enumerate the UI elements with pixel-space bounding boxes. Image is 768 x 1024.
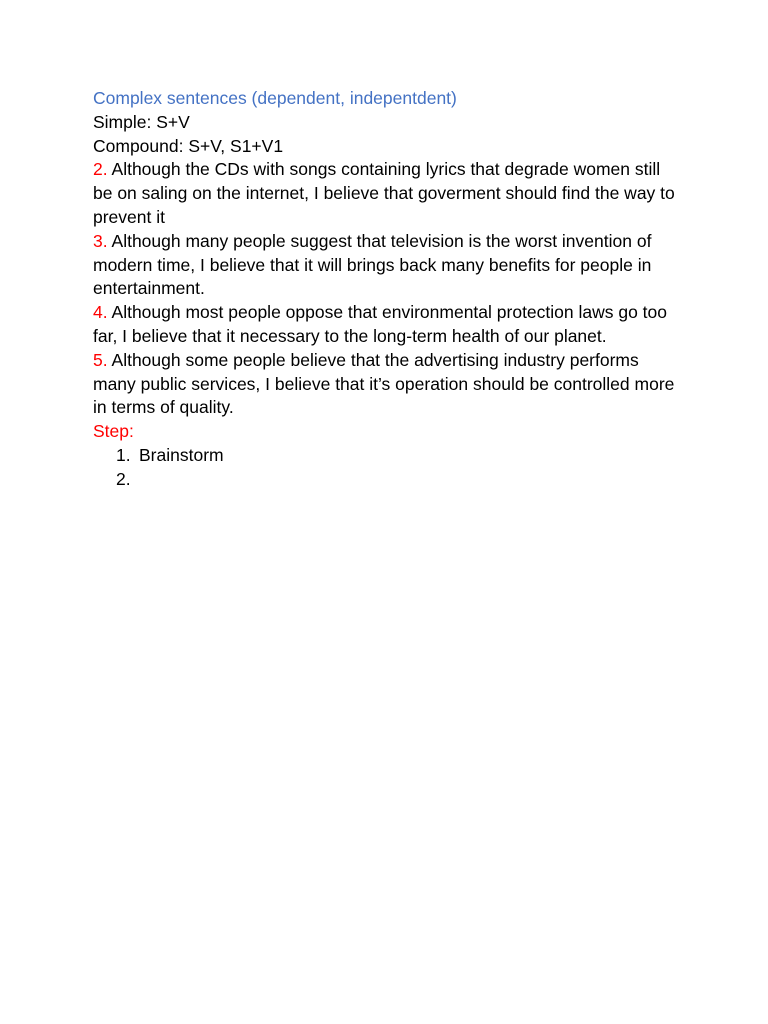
sentence-number: 2. [93, 159, 108, 180]
step-marker: 2. [116, 468, 131, 489]
compound-line: Compound: S+V, S1+V1 [93, 135, 284, 156]
step-item [93, 468, 683, 492]
sentence-text: Although many people suggest that television is the worst invention of modern time, I believe that it will brings back many benefits for people in entertainment. [93, 230, 652, 299]
sentence-item [93, 230, 683, 301]
document-heading: Complex sentences (dependent, indepentdent) [93, 88, 457, 108]
sentence-item [93, 158, 683, 229]
step-label: Step: [93, 421, 134, 442]
sentence-number: 5. [93, 349, 108, 370]
sentence-item [93, 349, 683, 420]
sentence-number: 4. [93, 302, 108, 323]
sentence-text: Although most people oppose that environmental protection laws go too far, I believe that it necessary to the long-term health of our planet. [93, 302, 668, 346]
step-marker: 1. [116, 444, 131, 465]
sentence-text: Although some people believe that the advertising industry performs many public services, I believe that it’s operation should be controlled more in terms of quality. [93, 349, 675, 418]
sentence-text: Although the CDs with songs containing lyrics that degrade women still be on saling on the internet, I believe that goverment should find the way to prevent it [93, 159, 675, 227]
sentence-item [93, 301, 683, 349]
sentence-number: 3. [93, 230, 108, 251]
document-body [93, 87, 683, 492]
simple-line: Simple: S+V [93, 111, 190, 132]
step-item [93, 444, 683, 468]
step-text: Brainstorm [139, 444, 224, 465]
steps-list [93, 444, 683, 492]
